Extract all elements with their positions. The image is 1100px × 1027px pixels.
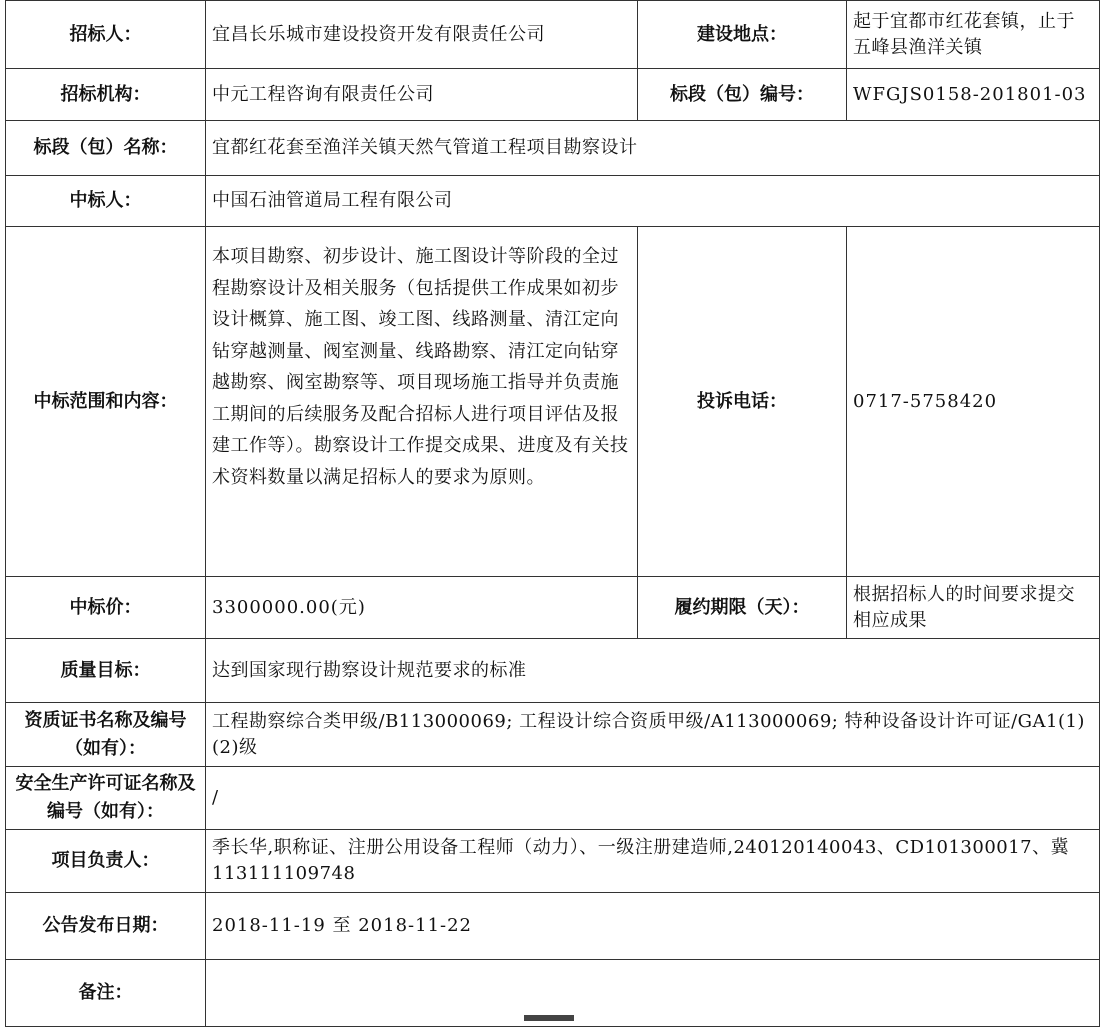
row-quality: [6, 639, 1100, 703]
duration-value: 根据招标人的时间要求提交相应成果: [847, 577, 1100, 639]
quality-value: 达到国家现行勘察设计规范要求的标准: [206, 639, 1100, 703]
row-qualification: [6, 703, 1100, 767]
publish-date-value: 2018-11-19 至 2018-11-22: [206, 893, 1100, 960]
tenderer-value: 宜昌长乐城市建设投资开发有限责任公司: [206, 1, 638, 69]
qualification-value: 工程勘察综合类甲级/B113000069; 工程设计综合资质甲级/A113000069; 特种设备设计许可证/GA1(1)(2)级: [206, 703, 1100, 767]
complaint-label: 投诉电话：: [638, 227, 847, 577]
section-name-label: 标段（包）名称：: [6, 121, 206, 176]
scope-value: 本项目勘察、初步设计、施工图设计等阶段的全过程勘察设计及相关服务（包括提供工作成果如初步设计概算、施工图、竣工图、线路测量、清江定向钻穿越测量、阀室测量、线路勘察、清江定向钻穿越勘察、阀室勘察等、项目现场施工指导并负责施工期间的后续服务及配合招标人进行项目评估及报建工作等）。勘察设计工作提交成果、进度及有关技术资料数量以满足招标人的要求为原则。: [206, 227, 638, 577]
row-manager: [6, 830, 1100, 893]
location-value: 起于宜都市红花套镇，止于五峰县渔洋关镇: [847, 1, 1100, 69]
manager-label: 项目负责人：: [6, 830, 206, 893]
row-safety-license: [6, 767, 1100, 830]
row-scope: [6, 227, 1100, 577]
location-label: 建设地点：: [638, 1, 847, 69]
remarks-value: [206, 960, 1100, 1027]
publish-date-label: 公告发布日期：: [6, 893, 206, 960]
section-no-value: WFGJS0158-201801-03: [847, 69, 1100, 121]
row-tenderer: [6, 1, 1100, 69]
row-winner: [6, 176, 1100, 227]
complaint-value: 0717-5758420: [847, 227, 1100, 577]
price-label: 中标价：: [6, 577, 206, 639]
row-agency: [6, 69, 1100, 121]
price-value: 3300000.00(元): [206, 577, 638, 639]
row-section-name: [6, 121, 1100, 176]
award-notice-table: [5, 0, 1100, 1027]
winner-label: 中标人：: [6, 176, 206, 227]
safety-license-label: 安全生产许可证名称及编号（如有）：: [6, 767, 206, 830]
tenderer-label: 招标人：: [6, 1, 206, 69]
duration-label: 履约期限（天）：: [638, 577, 847, 639]
scope-label: 中标范围和内容：: [6, 227, 206, 577]
agency-label: 招标机构：: [6, 69, 206, 121]
page-edge-mark: [524, 1015, 574, 1021]
quality-label: 质量目标：: [6, 639, 206, 703]
safety-license-value: /: [206, 767, 1100, 830]
winner-value: 中国石油管道局工程有限公司: [206, 176, 1100, 227]
section-name-value: 宜都红花套至渔洋关镇天然气管道工程项目勘察设计: [206, 121, 1100, 176]
remarks-label: 备注：: [6, 960, 206, 1027]
agency-value: 中元工程咨询有限责任公司: [206, 69, 638, 121]
row-price: [6, 577, 1100, 639]
section-no-label: 标段（包）编号：: [638, 69, 847, 121]
manager-value: 季长华,职称证、注册公用设备工程师（动力）、一级注册建造师,240120140043、CD101300017、冀 113111109748: [206, 830, 1100, 893]
row-publish-date: [6, 893, 1100, 960]
qualification-label: 资质证书名称及编号（如有）：: [6, 703, 206, 767]
